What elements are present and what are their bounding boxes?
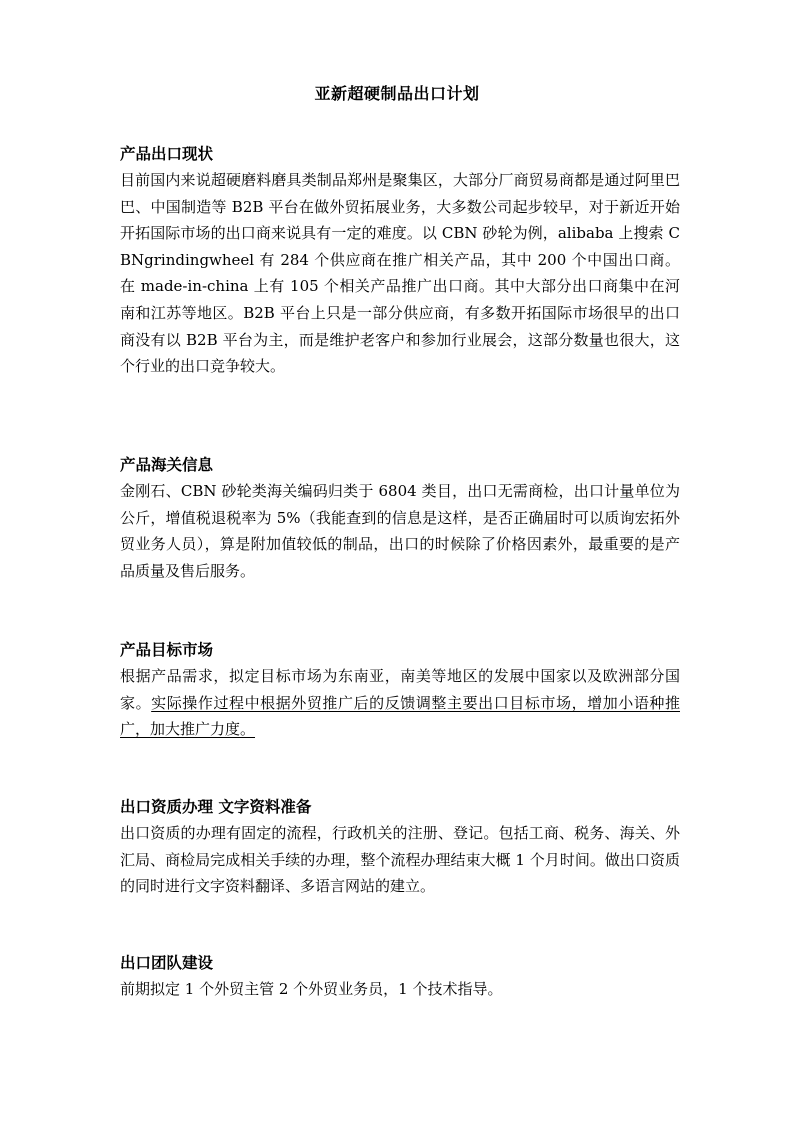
section-heading: 产品目标市场 <box>120 640 214 659</box>
section-target-market <box>120 637 680 743</box>
section-body: 目前国内来说超硬磨料磨具类制品郑州是聚集区，大部分厂商贸易商都是通过阿里巴巴、中国制造等 B2B 平台在做外贸拓展业务，大多数公司起步较早，对于新近开始开拓国际市场的出口商来说具有一定的难度。以 CBN 砂轮为例，alibaba 上搜索 CBNgrindingwheel 有 284 个供应商在推广相关产品，其中 200 个中国出口商。在 made-in-china 上有 105 个相关产品推广出口商。其中大部分出口商集中在河南和江苏等地区。B2B 平台上只是一部分供应商，有多数开拓国际市场很早的出口商没有以 B2B 平台为主，而是维护老客户和参加行业展会，这部分数量也很大，这个行业的出口竞争较大。 <box>120 171 680 376</box>
section-export-team <box>120 950 680 1003</box>
section-heading: 出口资质办理 文字资料准备 <box>120 797 312 816</box>
section-body: 金刚石、CBN 砂轮类海关编码归类于 6804 类目，出口无需商检，出口计量单位为公斤，增值税退税率为 5%（我能查到的信息是这样，是否正确届时可以质询宏拓外贸业务人员），算是附加值较低的制品，出口的时候除了价格因素外，最重要的是产品质量及售后服务。 <box>120 482 680 580</box>
section-export-qualifications <box>120 794 680 900</box>
document-title: 亚新超硬制品出口计划 <box>314 84 480 103</box>
section-export-status <box>120 141 680 380</box>
section-heading: 产品海关信息 <box>120 455 214 474</box>
section-body <box>120 663 680 743</box>
section-body: 出口资质的办理有固定的流程，行政机关的注册、登记。包括工商、税务、海关、外汇局、商检局完成相关手续的办理，整个流程办理结束大概 1 个月时间。做出口资质的同时进行文字资料翻译、多语言网站的建立。 <box>120 824 680 896</box>
section-customs-info <box>120 452 680 584</box>
section-heading: 出口团队建设 <box>120 953 214 972</box>
section-body: 前期拟定 1 个外贸主管 2 个外贸业务员，1 个技术指导。 <box>120 980 503 998</box>
section-heading: 产品出口现状 <box>120 144 214 163</box>
section-body-underlined-text: 实际操作过程中根据外贸推广后的反馈调整主要出口目标市场，增加小语种推广，加大推广力度。 <box>120 693 680 739</box>
section-body-text: 根据产品需求，拟定目标市场为东南亚，南美等地区的发展中国家以及欧洲部分国家。 <box>120 667 680 712</box>
